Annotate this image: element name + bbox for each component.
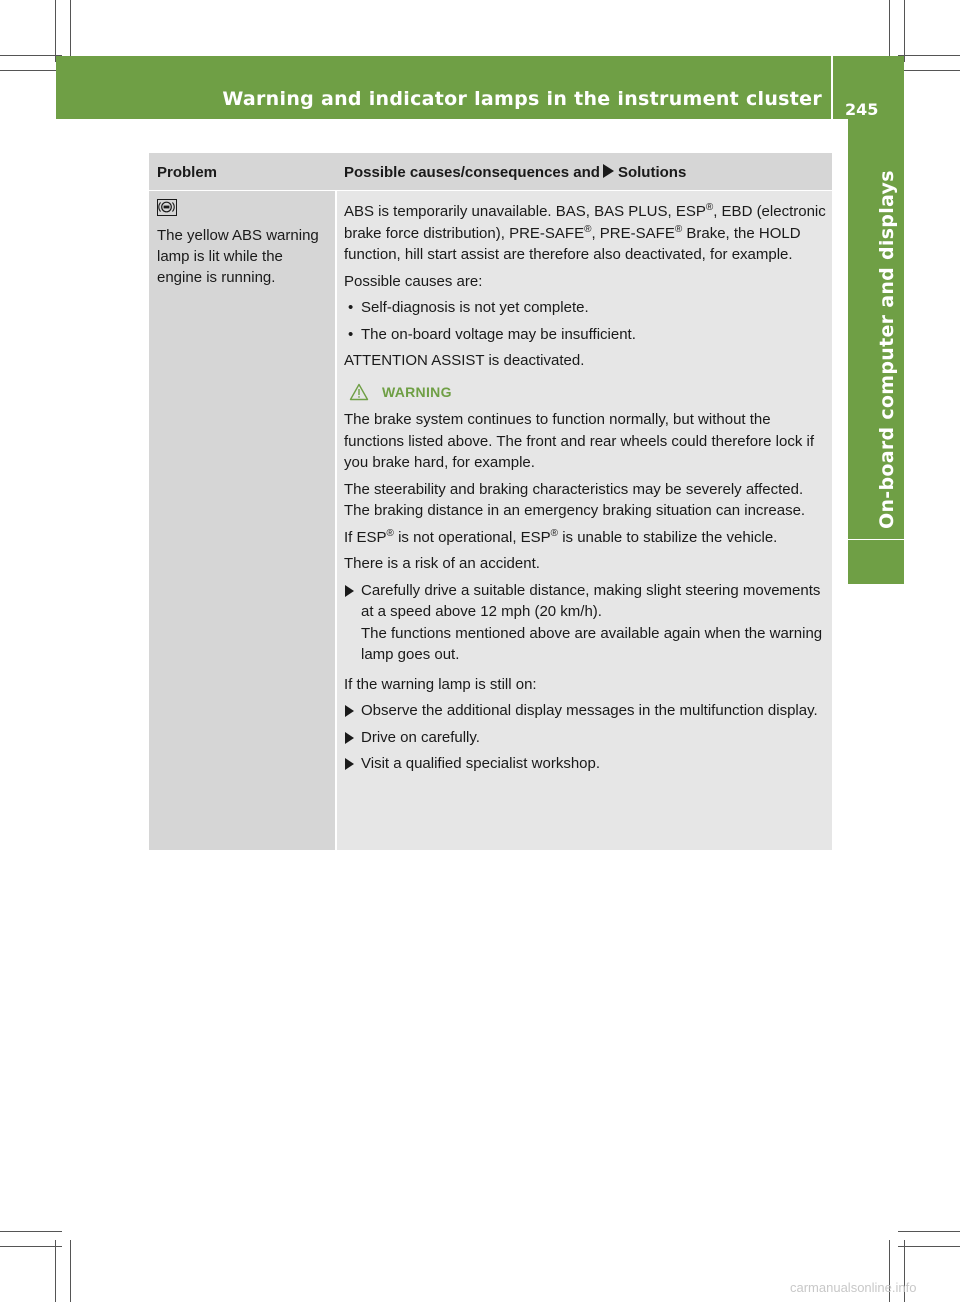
crop-mark xyxy=(70,1240,71,1302)
warning-text: The brake system continues to function normally, but without the functions listed above. The front and rear wheels could therefore lock if you brake hard, for example. xyxy=(344,411,814,471)
crop-mark xyxy=(898,1231,960,1232)
page-title: Warning and indicator lamps in the instrument cluster xyxy=(222,88,822,110)
column-header-solutions: Possible causes/consequences and Solutions xyxy=(344,164,687,181)
warning-triangle-icon xyxy=(349,383,369,401)
crop-mark xyxy=(898,55,960,56)
warning-text: There is a risk of an accident. xyxy=(344,555,540,572)
section-marker xyxy=(848,540,904,584)
crop-mark xyxy=(70,0,71,62)
warning-text: If ESP® is not operational, ESP® is unable to stabilize the vehicle. xyxy=(344,527,778,546)
warning-text: The steerability and braking characteristics may be severely affected. The braking distance in an emergency braking situation can increase. xyxy=(344,480,806,519)
column-header-problem: Problem xyxy=(157,164,218,181)
problem-solution-table xyxy=(149,153,832,850)
attention-assist-text: ATTENTION ASSIST is deactivated. xyxy=(344,352,585,369)
crop-mark xyxy=(898,1246,960,1247)
step-note: The functions mentioned above are available again when the warning lamp goes out. xyxy=(361,624,823,663)
list-item: • The on-board voltage may be insufficient. xyxy=(344,324,828,346)
instruction-step: Observe the additional display messages in the multifunction display. xyxy=(344,700,828,722)
instruction-step: Visit a qualified specialist workshop. xyxy=(344,753,828,775)
watermark-text: carmanualsonline.info xyxy=(790,1280,917,1295)
crop-mark xyxy=(904,0,905,62)
crop-mark xyxy=(55,1240,56,1302)
action-arrow-icon xyxy=(345,758,354,770)
action-arrow-icon xyxy=(345,732,354,744)
solution-cell xyxy=(337,191,832,850)
crop-mark xyxy=(0,1246,62,1247)
header-divider xyxy=(831,56,833,119)
list-item: • Self-diagnosis is not yet complete. xyxy=(344,297,828,319)
abs-warning-icon xyxy=(157,199,177,216)
action-arrow-icon xyxy=(345,705,354,717)
problem-cell xyxy=(149,191,335,850)
crop-mark xyxy=(0,70,62,71)
abs-unavailable-text: ABS is temporarily unavailable. BAS, BAS PLUS, ESP®, EBD (electronic brake force distribution), PRE-SAFE®, PRE-SAFE® Brake, the HOLD function, hill start assist are therefore also deactivated, for example. xyxy=(344,202,826,263)
action-arrow-icon xyxy=(603,164,614,178)
action-arrow-icon xyxy=(345,585,354,597)
table-header xyxy=(149,153,832,190)
instruction-step: Carefully drive a suitable distance, making slight steering movements at a speed above 12 mph (20 km/h). The functions mentioned above are available again when the warning lamp goes out. xyxy=(344,580,828,666)
section-tab-label: On-board computer and displays xyxy=(876,170,898,529)
problem-description: The yellow ABS warning lamp is lit while the engine is running. xyxy=(157,227,319,286)
page-number: 245 xyxy=(845,100,879,119)
crop-mark xyxy=(0,55,62,56)
causes-intro: Possible causes are: xyxy=(344,272,483,290)
crop-mark xyxy=(0,1231,62,1232)
crop-mark xyxy=(889,0,890,62)
crop-mark xyxy=(55,0,56,62)
warning-label: WARNING xyxy=(382,383,452,400)
crop-mark xyxy=(898,70,960,71)
instruction-step: Drive on carefully. xyxy=(344,727,828,749)
condition-text: If the warning lamp is still on: xyxy=(344,675,537,693)
warning-heading xyxy=(349,382,828,404)
